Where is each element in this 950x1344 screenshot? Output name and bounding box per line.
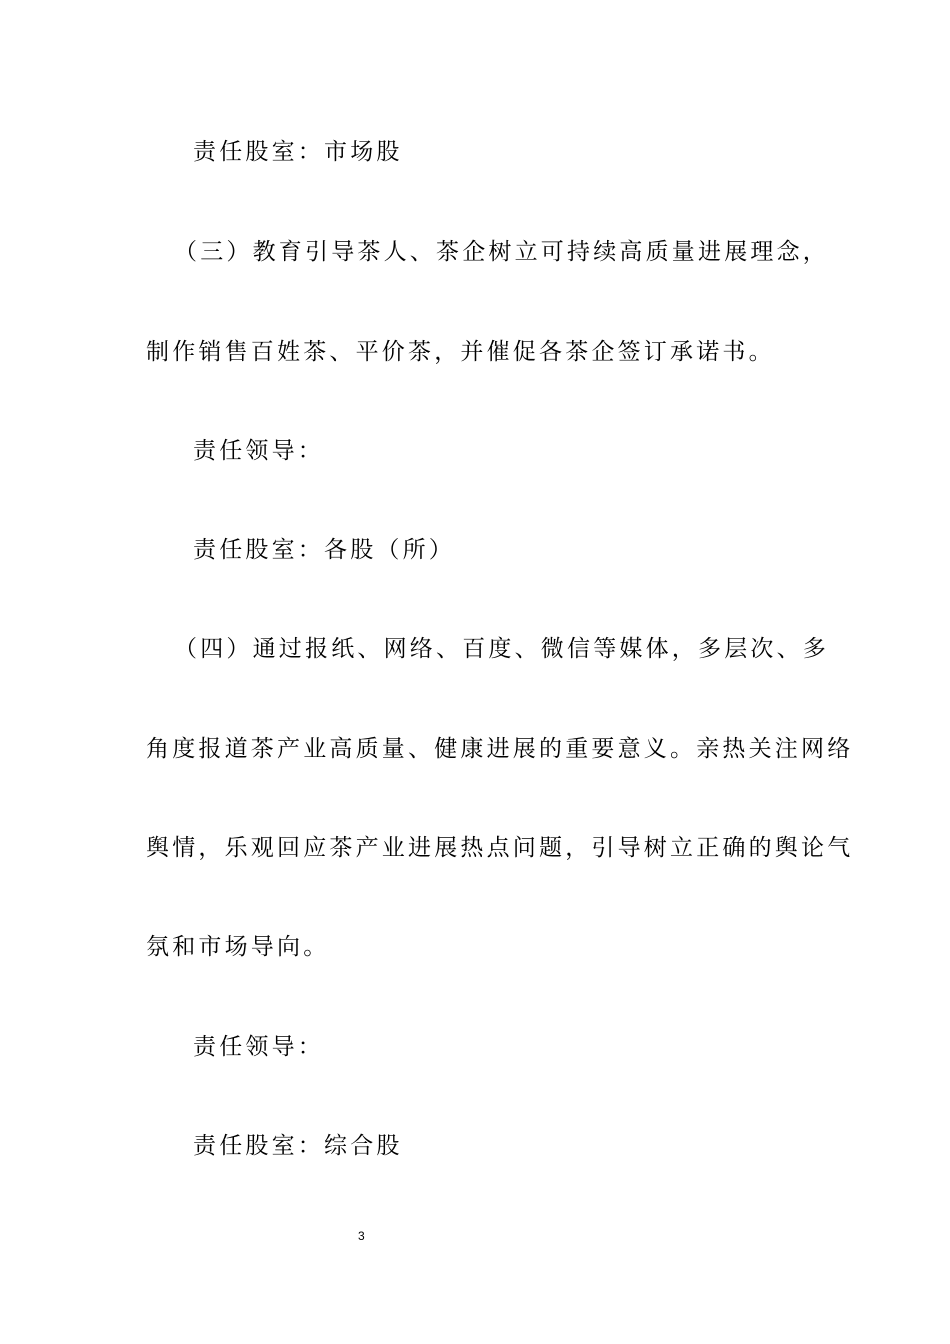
responsible-leader-line: 责任领导： (193, 1034, 324, 1060)
paragraph-three-line-2: 制作销售百姓茶、平价茶，并催促各茶企签订承诺书。 (146, 339, 775, 365)
responsible-office-line: 责任股室：综合股 (193, 1133, 403, 1159)
paragraph-three-line-1: （三）教育引导茶人、茶企树立可持续高质量进展理念， (174, 239, 829, 265)
page-number: 3 (358, 1229, 365, 1243)
responsible-office-line: 责任股室：市场股 (193, 139, 403, 165)
paragraph-four-line-1: （四）通过报纸、网络、百度、微信等媒体，多层次、多 (174, 636, 829, 662)
paragraph-four-line-2: 角度报道茶产业高质量、健康进展的重要意义。亲热关注网络 (146, 736, 854, 762)
paragraph-four-line-4: 氛和市场导向。 (146, 934, 330, 960)
responsible-leader-line: 责任领导： (193, 438, 324, 464)
paragraph-four-line-3: 舆情，乐观回应茶产业进展热点问题，引导树立正确的舆论气 (146, 835, 854, 861)
responsible-office-line: 责任股室：各股（所） (193, 537, 455, 563)
